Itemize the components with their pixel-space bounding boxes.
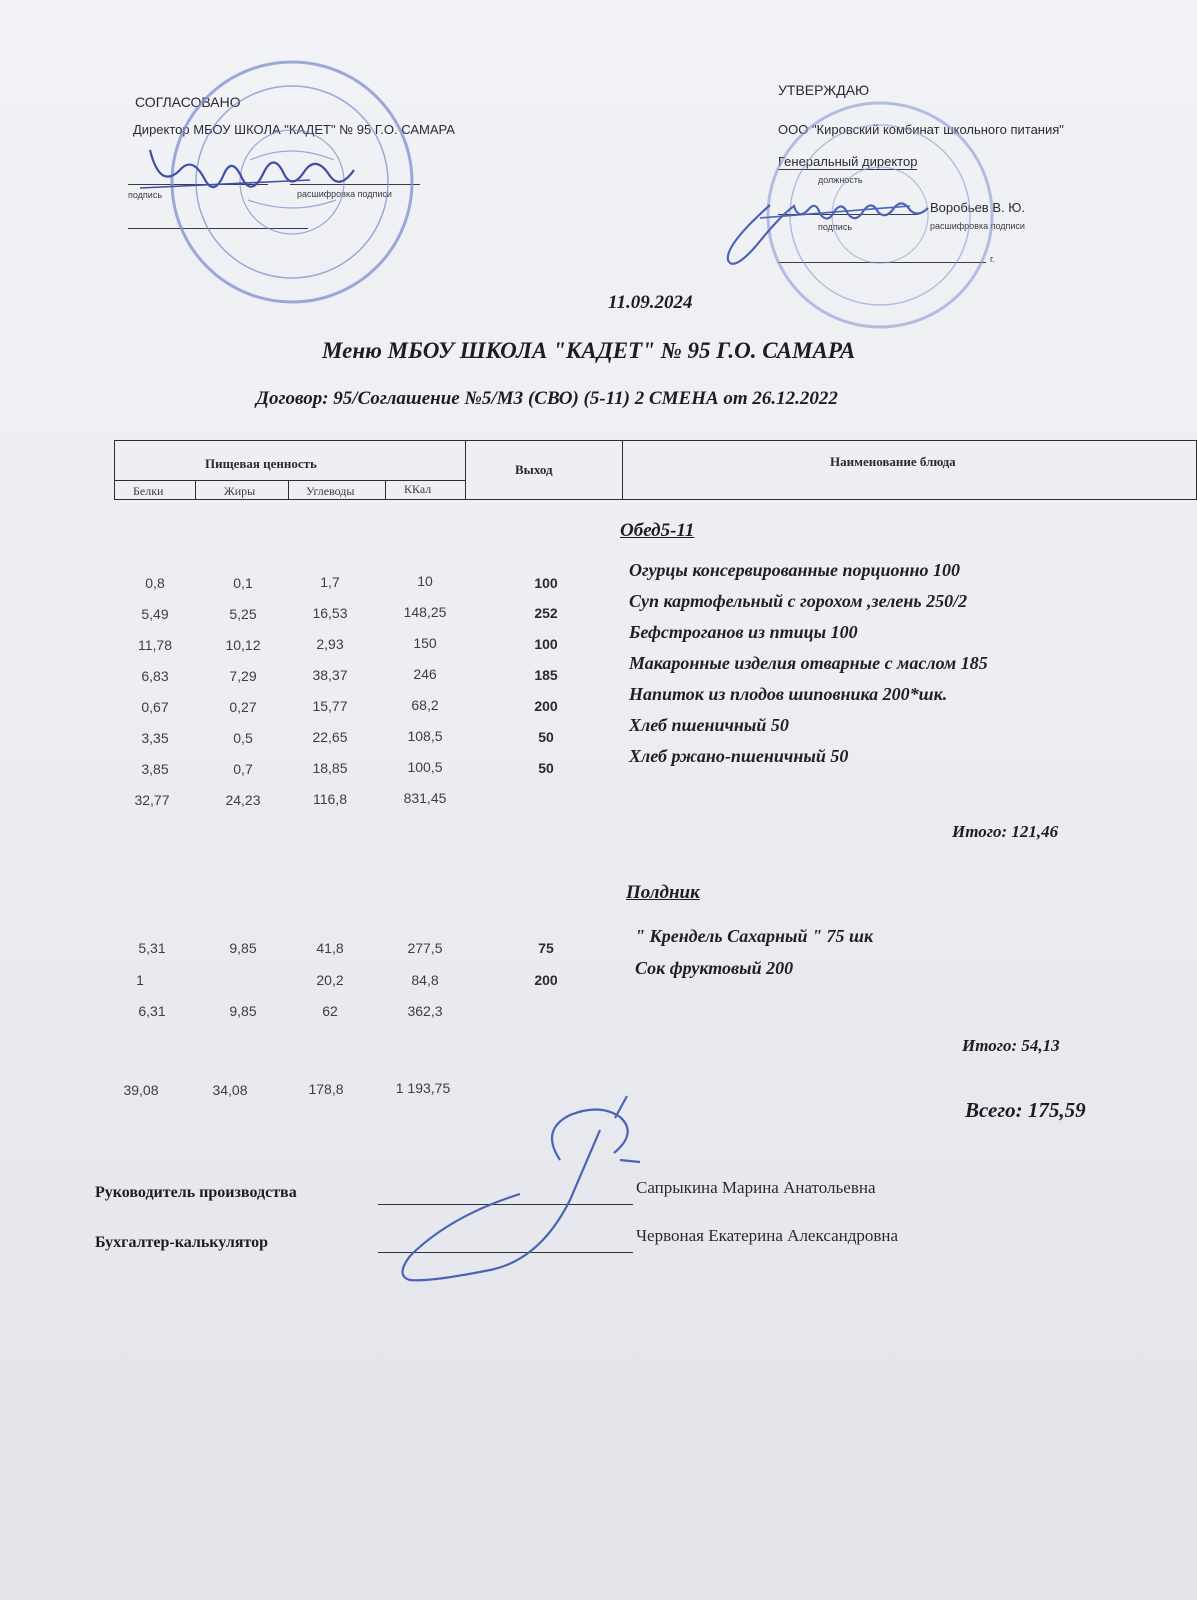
grand-total: Всего: 175,59 <box>965 1098 1086 1122</box>
lunch-row-3-proteins: 6,83 <box>141 668 169 684</box>
lunch-row-3-dish: Макаронные изделия отварные с маслом 185 <box>629 653 988 673</box>
lunch-row-2-carbs: 2,93 <box>316 636 344 652</box>
menu-date: 11.09.2024 <box>608 292 693 313</box>
snack-row-0-output: 75 <box>538 940 554 956</box>
lunch-row-4-fats: 0,27 <box>229 699 257 715</box>
lunch-row-6-dish: Хлеб ржано-пшеничный 50 <box>629 746 849 766</box>
lunch-row-2-dish: Бефстроганов из птицы 100 <box>629 622 858 642</box>
lunch-row-5-fats: 0,5 <box>233 730 253 746</box>
header-col-fats: Жиры <box>224 484 256 498</box>
right-org: ООО "Кировский комбинат школьного питания" <box>778 122 1064 137</box>
lunch-row-3-output: 185 <box>534 667 558 683</box>
signature-line-0 <box>378 1204 633 1205</box>
lunch-row-6-proteins: 3,85 <box>141 761 169 777</box>
header-col-carbs: Углеводы <box>306 484 355 498</box>
header-output: Выход <box>515 462 553 477</box>
agreed-label: СОГЛАСОВАНО <box>135 94 241 110</box>
lunch-row-0-proteins: 0,8 <box>145 575 165 591</box>
lunch-row-5-kcal: 108,5 <box>407 728 443 744</box>
signature-name-1: Червоная Екатерина Александровна <box>636 1226 899 1245</box>
left-decode-line <box>290 184 420 185</box>
left-date-line <box>128 228 308 229</box>
signature-name-0: Сапрыкина Марина Анатольевна <box>636 1178 876 1197</box>
lunch-total: Итого: 121,46 <box>952 822 1059 841</box>
header-col-kcal: ККал <box>404 482 432 496</box>
lunch-row-5-output: 50 <box>538 729 554 745</box>
lunch-sum-kcal: 831,45 <box>403 790 447 806</box>
lunch-row-4-kcal: 68,2 <box>411 697 439 713</box>
snack-row-0-carbs: 41,8 <box>316 940 344 956</box>
lunch-row-6-output: 50 <box>538 760 554 776</box>
contract-line: Договор: 95/Соглашение №5/МЗ (СВО) (5-11) 2 СМЕНА от 26.12.2022 <box>256 388 838 409</box>
lunch-row-2-proteins: 11,78 <box>138 637 172 653</box>
snack-row-1-carbs: 20,2 <box>316 972 344 988</box>
right-position-caption: должность <box>818 175 863 185</box>
snack-sum-carbs: 62 <box>322 1003 338 1019</box>
lunch-row-5-dish: Хлеб пшеничный 50 <box>629 715 789 735</box>
lunch-row-2-output: 100 <box>534 636 558 652</box>
snack-row-0-fats: 9,85 <box>229 940 257 956</box>
grand-sum-carbs: 178,8 <box>308 1081 344 1097</box>
lunch-row-6-fats: 0,7 <box>233 761 253 777</box>
section-snack-title: Полдник <box>626 882 700 903</box>
lunch-row-4-output: 200 <box>534 698 558 714</box>
lunch-row-1-dish: Суп картофельный с горохом ,зелень 250/2 <box>629 591 968 611</box>
lunch-row-1-output: 252 <box>534 605 558 621</box>
left-decode-caption: расшифровка подписи <box>297 189 392 199</box>
lunch-row-3-carbs: 38,37 <box>312 667 348 683</box>
header-nutrition: Пищевая ценность <box>205 456 317 471</box>
lunch-row-0-kcal: 10 <box>417 573 433 589</box>
lunch-row-1-kcal: 148,25 <box>403 604 447 620</box>
snack-sum-proteins: 6,31 <box>138 1003 166 1019</box>
right-name: Воробьев В. Ю. <box>930 200 1025 215</box>
signature-line-1 <box>378 1252 633 1253</box>
snack-row-1-kcal: 84,8 <box>411 972 439 988</box>
lunch-row-4-carbs: 15,77 <box>312 698 348 714</box>
section-lunch-title: Обед5-11 <box>620 520 695 541</box>
right-sign-caption: подпись <box>818 222 853 232</box>
lunch-row-2-kcal: 150 <box>413 635 437 651</box>
snack-row-0-kcal: 277,5 <box>407 940 443 956</box>
snack-sum-kcal: 362,3 <box>407 1003 443 1019</box>
lunch-row-6-carbs: 18,85 <box>312 760 348 776</box>
snack-row-1-output: 200 <box>534 972 558 988</box>
lunch-row-3-kcal: 246 <box>413 666 437 682</box>
right-date-line <box>778 262 986 263</box>
lunch-row-6-kcal: 100,5 <box>407 759 443 775</box>
lunch-row-1-fats: 5,25 <box>229 606 257 622</box>
snack-row-0-proteins: 5,31 <box>138 940 166 956</box>
right-sign-line <box>778 214 918 215</box>
lunch-row-1-carbs: 16,53 <box>312 605 348 621</box>
lunch-row-2-fats: 10,12 <box>225 637 261 653</box>
right-year-suffix: г. <box>990 254 995 264</box>
lunch-sum-fats: 24,23 <box>225 792 261 808</box>
lunch-sum-proteins: 32,77 <box>134 792 170 808</box>
header-dish: Наименование блюда <box>830 454 956 469</box>
lunch-row-1-proteins: 5,49 <box>141 606 169 622</box>
grand-sum-fats: 34,08 <box>212 1082 248 1098</box>
lunch-row-0-output: 100 <box>534 575 558 591</box>
snack-row-1-proteins: 1 <box>136 972 144 988</box>
left-position: Директор МБОУ ШКОЛА "КАДЕТ" № 95 Г.О. САМАРА <box>133 122 455 137</box>
header-col-proteins: Белки <box>133 484 164 498</box>
lunch-row-5-carbs: 22,65 <box>312 729 348 745</box>
lunch-row-0-fats: 0,1 <box>233 575 253 591</box>
lunch-row-4-proteins: 0,67 <box>141 699 169 715</box>
lunch-row-5-proteins: 3,35 <box>141 730 169 746</box>
grand-sum-kcal: 1 193,75 <box>395 1080 451 1096</box>
lunch-sum-carbs: 116,8 <box>313 791 347 807</box>
snack-row-0-dish: " Крендель Сахарный " 75 шк <box>635 926 874 946</box>
right-position: Генеральный директор <box>778 154 918 169</box>
left-sign-line <box>128 184 268 185</box>
approve-label: УТВЕРЖДАЮ <box>778 82 870 98</box>
snack-row-1-dish: Сок фруктовый 200 <box>635 958 794 978</box>
signature-role-1: Бухгалтер-калькулятор <box>95 1234 269 1251</box>
menu-title: Меню МБОУ ШКОЛА "КАДЕТ" № 95 Г.О. САМАРА <box>322 338 856 363</box>
lunch-row-0-dish: Огурцы консервированные порционно 100 <box>629 560 961 580</box>
lunch-row-3-fats: 7,29 <box>229 668 257 684</box>
snack-sum-fats: 9,85 <box>229 1003 257 1019</box>
signature-role-0: Руководитель производства <box>95 1184 297 1201</box>
snack-total: Итого: 54,13 <box>962 1036 1060 1055</box>
lunch-row-0-carbs: 1,7 <box>320 574 340 590</box>
left-sign-caption: подпись <box>128 190 163 200</box>
right-decode-caption: расшифровка подписи <box>930 221 1025 231</box>
lunch-row-4-dish: Напиток из плодов шиповника 200*шк. <box>629 684 948 704</box>
grand-sum-proteins: 39,08 <box>123 1082 159 1098</box>
